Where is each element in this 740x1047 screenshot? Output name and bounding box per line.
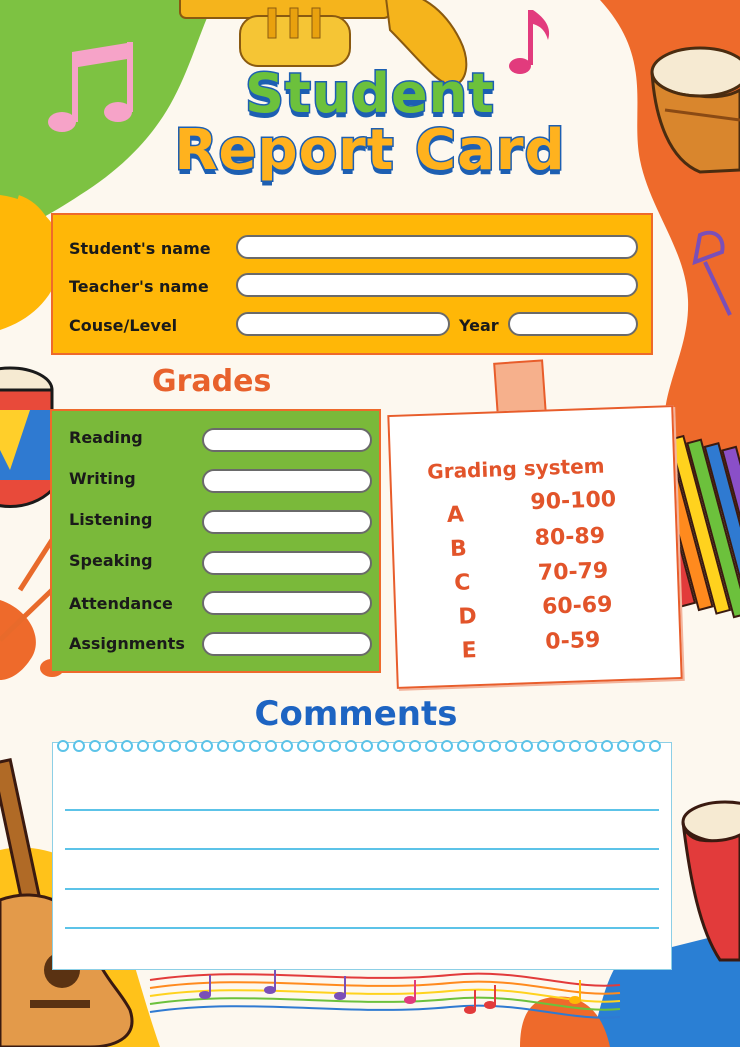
grade-range-a: 90-100 [530,487,617,516]
course-level-label: Couse/Level [69,316,178,335]
grades-panel [50,409,381,673]
teacher-name-label: Teacher's name [69,277,209,296]
subject-label-reading: Reading [69,428,143,447]
grades-heading: Grades [152,364,272,399]
subject-label-attendance: Attendance [69,594,173,613]
grade-letter-a: A [446,502,465,529]
title-report-card: Report Card [174,118,566,183]
grade-range-d: 60-69 [541,592,613,620]
comment-line [65,809,659,811]
snare-drum-icon [0,368,52,640]
grade-field-assignments[interactable] [202,632,372,656]
year-label: Year [459,316,499,335]
comment-line [65,888,659,890]
subject-label-speaking: Speaking [69,551,153,570]
grade-range-b: 80-89 [534,523,606,551]
student-name-label: Student's name [69,239,211,258]
grade-range-c: 70-79 [537,558,609,586]
grading-system-card [387,405,682,689]
orange-bottom-blob [520,996,610,1047]
grade-field-writing[interactable] [202,469,372,493]
comment-line [65,848,659,850]
title-student: Student [245,62,495,125]
student-info-panel [51,213,653,355]
teacher-name-field[interactable] [236,273,638,297]
conga-drum-icon [683,802,740,960]
grade-range-e: 0-59 [544,627,601,655]
grade-field-speaking[interactable] [202,551,372,575]
comments-box[interactable] [52,742,672,970]
grade-field-reading[interactable] [202,428,372,452]
student-name-field[interactable] [236,235,638,259]
year-field[interactable] [508,312,638,336]
course-level-field[interactable] [236,312,450,336]
grade-letter-c: C [453,570,471,596]
grade-letter-d: D [457,604,478,630]
grade-letter-e: E [461,638,478,664]
spiral-binding-icon [53,737,673,755]
subject-label-writing: Writing [69,469,136,488]
grade-field-attendance[interactable] [202,591,372,615]
grading-system-title: Grading system [426,453,605,484]
subject-label-listening: Listening [69,510,153,529]
grade-letter-b: B [449,536,468,562]
comments-heading: Comments [254,694,458,734]
subject-label-assignments: Assignments [69,634,185,653]
grade-field-listening[interactable] [202,510,372,534]
comment-line [65,927,659,929]
